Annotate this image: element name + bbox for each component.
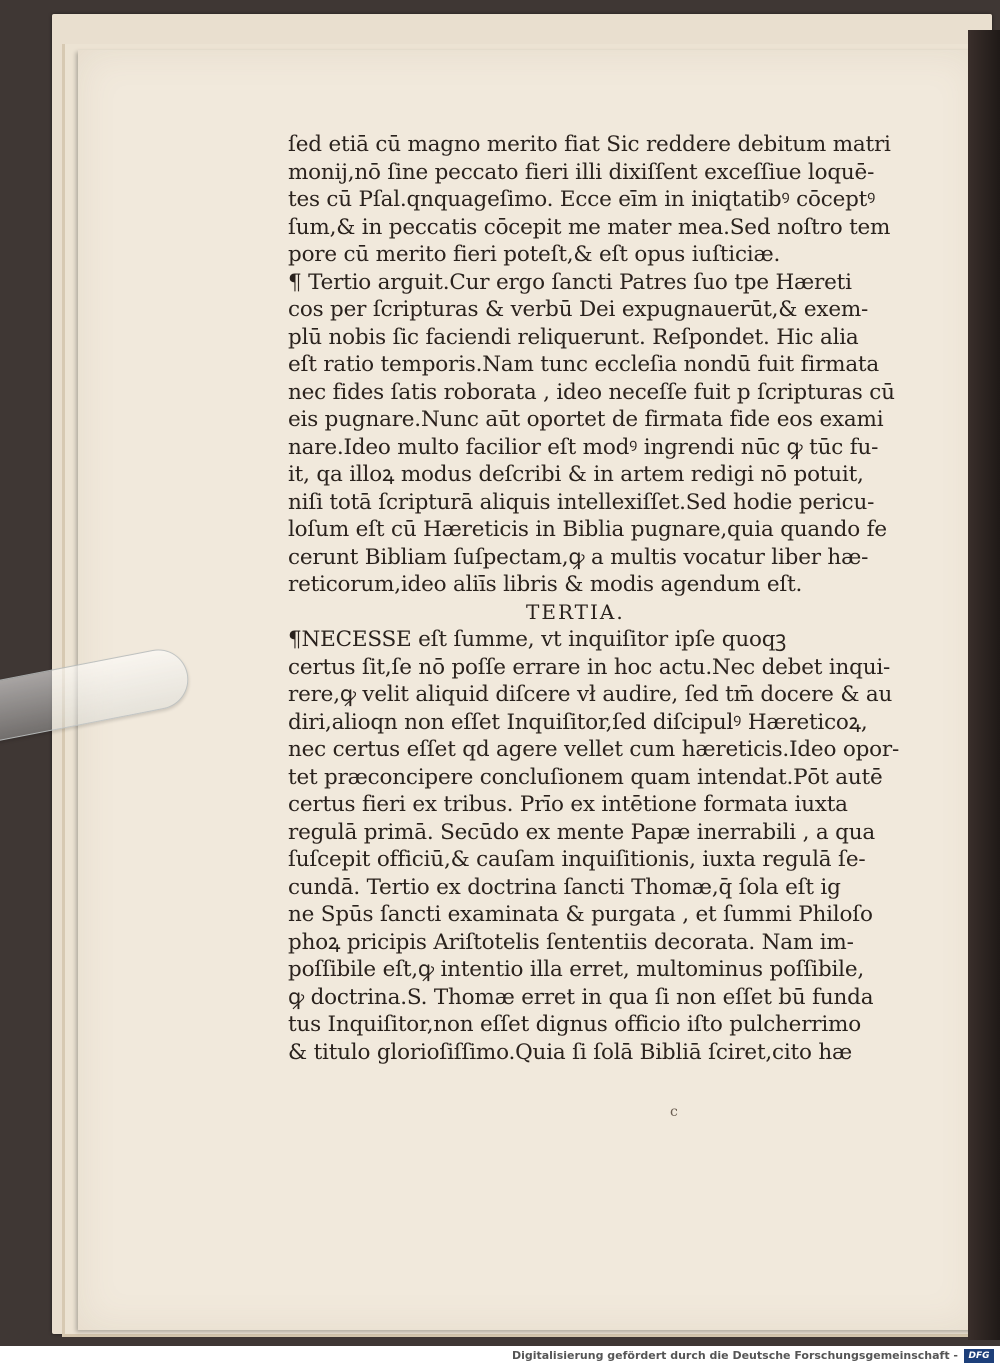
text-line: tus Inquiſitor,non eſſet dignus officio iſto pulcherrimo bbox=[288, 1012, 861, 1037]
text-line: certus fieri ex tribus. Prīo ex intētione formata iuxta bbox=[288, 792, 848, 817]
text-line: ¶NECESSE eſt ſumme, vt inquiſitor ipſe quoqꝫ bbox=[288, 627, 787, 652]
text-line: phoꝝ pricipis Ariſtotelis ſententiis decorata. Nam im- bbox=[288, 929, 854, 955]
text-line: ſum,& in peccatis cōcepit me mater mea.Sed noſtro tem bbox=[288, 214, 891, 240]
text-line: eis pugnare.Nunc aūt oportet de firmata fide eos exami bbox=[288, 407, 884, 432]
page-text bbox=[288, 131, 928, 1066]
text-line: ꝙ doctrina.S. Thomæ erret in qua ſi non eſſet bū funda bbox=[288, 984, 874, 1010]
text-line: nec fides ſatis roborata , ideo neceſſe fuit p ſcripturas cū bbox=[288, 379, 895, 405]
text-line: reticorum,ideo aliīs libris & modis agendum eſt. bbox=[288, 572, 803, 597]
text-line: ne Spūs ſancti examinata & purgata , et ſummi Philoſo bbox=[288, 902, 873, 927]
text-line: cundā. Tertio ex doctrina ſancti Thomæ,q̄ ſola eſt ig bbox=[288, 874, 841, 900]
text-line: monij,nō ſine peccato fieri illi dixiſſent exceſſiue loquē- bbox=[288, 159, 875, 185]
text-line: eſt ratio temporis.Nam tunc eccleſia nondū fuit firmata bbox=[288, 352, 879, 377]
text-line: regulā primā. Secūdo ex mente Papæ inerrabili , a qua bbox=[288, 819, 875, 845]
text-line: & titulo glorioſiſſimo.Quia ſi ſolā Bibliā ſciret,cito hæ bbox=[288, 1039, 853, 1065]
text-line: poſſibile eſt,ꝙ intentio illa erret, multominus poſſibile, bbox=[288, 957, 865, 982]
text-line: tes cū Pſal.qnquageſimo. Ecce eīm in iniqtatibꝰ cōceptꝰ bbox=[288, 187, 876, 212]
text-line: certus ſit,ſe nō poſſe errare in hoc actu.Nec debet inqui- bbox=[288, 654, 891, 680]
text-line: nec certus eſſet qd agere vellet cum hæreticis.Ideo opor- bbox=[288, 737, 900, 762]
section-heading: TERTIA. bbox=[526, 599, 625, 624]
page-catchword: c bbox=[670, 1104, 678, 1120]
text-line: diri,alioqn non eſſet Inquiſitor,ſed diſcipulꝰ Hæreticoꝝ, bbox=[288, 709, 868, 735]
text-line: niſi totā ſcripturā aliquis intellexiſſet.Sed hodie pericu- bbox=[288, 489, 875, 515]
text-line: ſuſcepit officiū,& cauſam inquiſitionis, iuxta regulā ſe- bbox=[288, 847, 866, 872]
text-line: cos per ſcripturas & verbū Dei expugnauerūt,& exem- bbox=[288, 297, 869, 322]
binding-shadow bbox=[968, 30, 1000, 1340]
dfg-logo-icon: DFG bbox=[964, 1349, 994, 1363]
text-line: cerunt Bibliam ſuſpectam,ꝙ a multis vocatur liber hæ- bbox=[288, 544, 869, 570]
text-line: tet præconcipere concluſionem quam intendat.Pōt autē bbox=[288, 764, 883, 790]
text-line: ¶ Tertio arguit.Cur ergo ſancti Patres ſuo tpe Hæreti bbox=[288, 269, 852, 295]
text-line: plū nobis ſic faciendi reliquerunt. Reſpondet. Hic alia bbox=[288, 324, 859, 350]
text-line: pore cū merito fieri poteſt,& eſt opus iuſticiæ. bbox=[288, 242, 781, 267]
text-line: nare.Ideo multo facilior eſt modꝰ ingrendi nūc ꝙ tūc fu- bbox=[288, 434, 879, 460]
text-line: rere,ꝙ velit aliquid diſcere vł audire, ſed tm̄ docere & au bbox=[288, 682, 893, 707]
funding-notice: Digitalisierung gefördert durch die Deutsche Forschungsgemeinschaft - bbox=[511, 1349, 958, 1362]
text-line: loſum eſt cū Hæreticis in Biblia pugnare,quia quando fe bbox=[288, 517, 887, 542]
footer-bar bbox=[0, 1346, 1000, 1367]
text-line: ſed etiā cū magno merito fiat Sic reddere debitum matri bbox=[288, 132, 891, 157]
text-line: it, qa illoꝝ modus deſcribi & in artem redigi nō potuit, bbox=[288, 462, 864, 487]
